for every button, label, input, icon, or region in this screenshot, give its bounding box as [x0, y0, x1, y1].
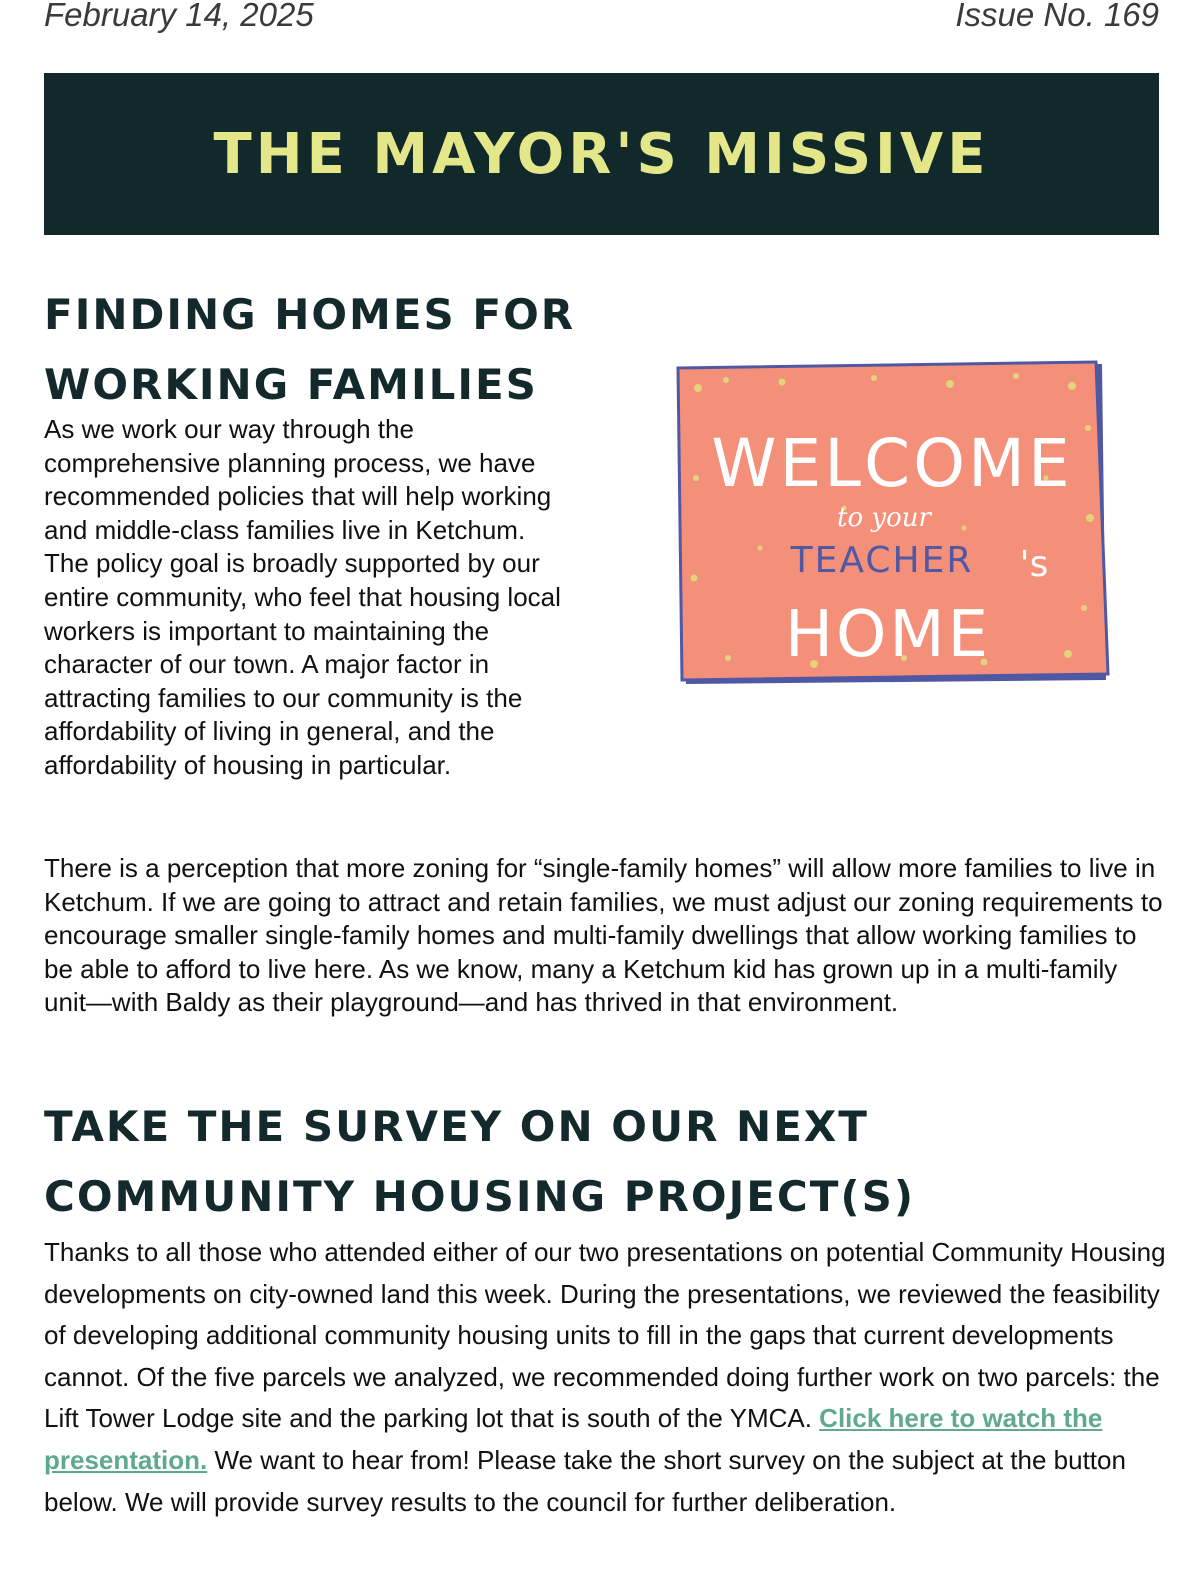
section-homes-paragraph-2: There is a perception that more zoning for “single-family homes” will allow more families to live in Ketchum. If we are going to attract and retain families, we must adjust our zoning requirements to encourage smaller single-family homes and multi-family dwellings that allow working families to be able to afford to live here. As we know, many a Ketchum kid has grown up in a multi-family unit—with Baldy as their playground—and has thrived in that environment.	[44, 853, 1163, 1018]
survey-paragraph-intro: Thanks to all those who attended either of our two presentations on potential Community Housing developments on city-owned land this week. During the presentations, we reviewed the feasibility of developing additional community housing units to fill in the gaps that current developments cannot. Of the five parcels we analyzed, we recommended doing further work on two parcels: the Lift Tower Lodge site and the parking lot that is south of the YMCA.	[44, 1237, 1166, 1434]
illustration-home-text: HOME	[784, 598, 992, 672]
illustration-welcome-text: WELCOME	[711, 425, 1073, 502]
section-survey-paragraph	[44, 1232, 1169, 1523]
survey-paragraph-outro: We want to hear from! Please take the short survey on the subject at the button below. We will provide survey results to the council for further deliberation.	[44, 1444, 1126, 1517]
watch-presentation-link[interactable]: Click here to watch the presentation.	[44, 1403, 1103, 1475]
issue-number: Issue No. 169	[955, 0, 1159, 33]
illustration-teacher-text: TEACHER	[790, 540, 974, 581]
newsletter-title: THE MAYOR'S MISSIVE	[213, 121, 990, 187]
section-homes-paragraph-1: As we work our way through the comprehensive planning process, we have recommended policies that will help working and middle-class families live in Ketchum. The policy goal is broadly supported by our entire community, who feel that housing local workers is important to maintaining the character of our town. A major factor in attracting families to our community is the affordability of living in general, and the affordability of housing in particular.	[44, 414, 561, 780]
illustration-possessive-text: 's	[1019, 544, 1049, 585]
welcome-home-illustration	[664, 358, 1112, 688]
issue-date: February 14, 2025	[44, 0, 314, 33]
newsletter-banner	[44, 73, 1159, 235]
section-heading-homes: FINDING HOMES FOR WORKING FAMILIES	[44, 290, 576, 409]
section-heading-survey: TAKE THE SURVEY ON OUR NEXT COMMUNITY HOUSING PROJECT(S)	[44, 1102, 916, 1221]
newsletter-topline	[44, 0, 1159, 34]
illustration-to-your-text: to your	[837, 503, 931, 533]
